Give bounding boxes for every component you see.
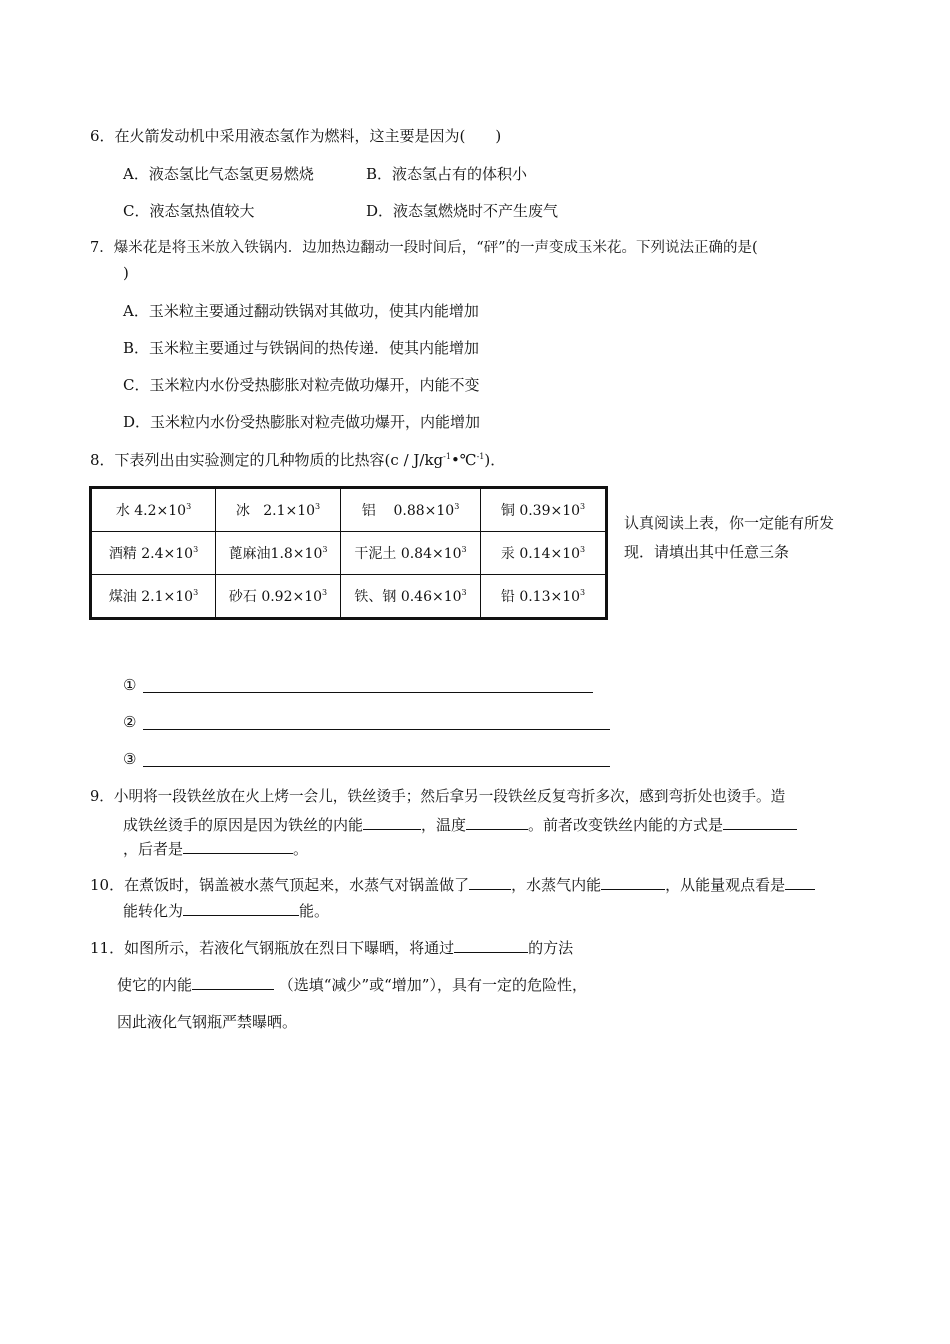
table-cell: 铜 $0.39\times 10^3$ xyxy=(481,488,607,532)
table-cell: 汞 $0.14\times 10^3$ xyxy=(481,532,607,575)
q10-blank-3[interactable] xyxy=(785,874,815,890)
q10-line-1: 10．在煮饭时，锅盖被水蒸气顶起来，水蒸气对锅盖做了 ，水蒸气内能 ，从能量观点看是 xyxy=(90,874,815,895)
table-row xyxy=(91,532,607,575)
table-cell: 铅 $0.13\times 10^3$ xyxy=(481,575,607,619)
q11-line-2: 使它的内能 （选填“减少”或“增加”），具有一定的危险性， xyxy=(117,976,587,994)
q7-option-d: D．玉米粒内水份受热膨胀对粒壳做功爆开，内能增加 xyxy=(123,413,481,431)
q11-blank-2[interactable] xyxy=(192,974,274,990)
q7-option-a: A．玉米粒主要通过翻动铁锅对其做功，使其内能增加 xyxy=(123,302,479,320)
q7-option-c: C．玉米粒内水份受热膨胀对粒壳做功爆开，内能不变 xyxy=(123,376,480,394)
q6-option-c: C．液态氢热值较大 xyxy=(123,202,255,220)
table-cell: 铝 $0.88\times 10^3$ xyxy=(341,488,481,532)
q10-blank-4[interactable] xyxy=(183,900,299,916)
q11-blank-1[interactable] xyxy=(454,937,528,953)
q7-stem: 7．爆米花是将玉米放入铁锅内．边加热边翻动一段时间后，“砰”的一声变成玉米花。下列说法正确的是( xyxy=(90,240,758,256)
q7-stem-close: ) xyxy=(123,264,129,282)
q9-line-2: 成铁丝烫手的原因是因为铁丝的内能 ，温度 。前者改变铁丝内能的方式是 xyxy=(123,814,797,835)
q11-line-3: 因此液化气钢瓶严禁曝晒。 xyxy=(117,1013,298,1031)
table-row xyxy=(91,488,607,532)
q10-blank-1[interactable] xyxy=(469,874,511,890)
q8-answer-line-3[interactable] xyxy=(143,766,610,767)
q10-line-2: 能转化为 能。 xyxy=(123,902,330,920)
q8-answer-mark-2: ② xyxy=(123,713,137,731)
q9-line-1: 9．小明将一段铁丝放在火上烤一会儿，铁丝烫手；然后拿另一段铁丝反复弯折多次，感到弯折处也烫手。造 xyxy=(90,788,786,805)
table-cell: 蓖麻油$1.8\times 10^3$ xyxy=(216,532,341,575)
q6-option-b: B．液态氢占有的体积小 xyxy=(366,165,528,183)
table-cell: 水 $4.2\times 10^3$ xyxy=(91,488,216,532)
q11-line-1: 11．如图所示，若液化气钢瓶放在烈日下曝晒，将通过 的方法 xyxy=(90,939,574,957)
q6-option-a: A．液态氢比气态氢更易燃烧 xyxy=(123,165,314,183)
q8-answer-mark-1: ① xyxy=(123,676,137,694)
q8-stem: 8．下表列出由实验测定的几种物质的比热容$(c / J/kg^{-1}•℃^{-1})$． xyxy=(90,451,506,469)
table-cell: 砂石 $0.92\times 10^3$ xyxy=(216,575,341,619)
q8-side-note-1: 认真阅读上表，你一定能有所发 xyxy=(624,514,835,532)
q9-blank-1[interactable] xyxy=(363,814,421,830)
q7-option-b: B．玉米粒主要通过与铁锅间的热传递．使其内能增加 xyxy=(123,339,480,357)
q8-answer-line-1[interactable] xyxy=(143,692,593,693)
q9-blank-3[interactable] xyxy=(723,814,797,830)
table-row xyxy=(91,575,607,619)
specific-heat-table xyxy=(89,486,608,620)
q6-stem: 6．在火箭发动机中采用液态氢作为燃料，这主要是因为( ) xyxy=(90,127,502,145)
q8-answer-mark-3: ③ xyxy=(123,750,137,768)
table-cell: 冰 $2.1\times 10^3$ xyxy=(216,488,341,532)
q8-answer-line-2[interactable] xyxy=(143,729,610,730)
table-cell: 铁、钢 $0.46\times 10^3$ xyxy=(341,575,481,619)
table-cell: 干泥土 $0.84\times 10^3$ xyxy=(341,532,481,575)
q8-side-note-2: 现．请填出其中任意三条 xyxy=(624,543,790,561)
table-cell: 酒精 $2.4\times 10^3$ xyxy=(91,532,216,575)
q10-blank-2[interactable] xyxy=(601,874,665,890)
q6-option-d: D．液态氢燃烧时不产生废气 xyxy=(366,202,559,220)
q9-blank-2[interactable] xyxy=(466,814,528,830)
q9-blank-4[interactable] xyxy=(183,838,293,854)
table-cell: 煤油 $2.1\times 10^3$ xyxy=(91,575,216,619)
q9-line-3: ，后者是 。 xyxy=(123,840,309,858)
